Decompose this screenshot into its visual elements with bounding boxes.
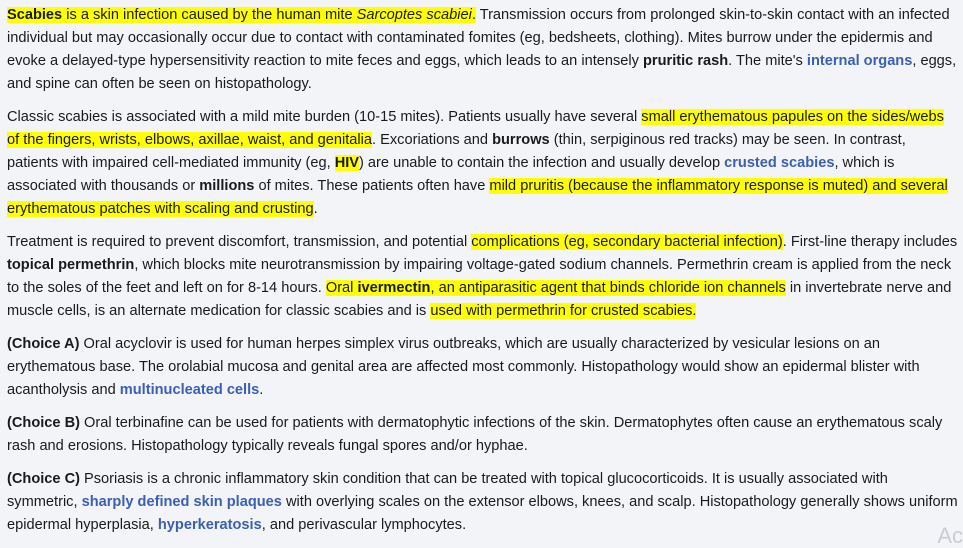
- highlighted-text: , an antiparasitic agent that binds chloride ion channels: [430, 280, 785, 296]
- term-link[interactable]: sharply defined skin plaques: [82, 494, 282, 510]
- highlighted-text: ivermectin: [357, 280, 430, 296]
- term-link[interactable]: multinucleated cells: [120, 382, 260, 398]
- explanation-paragraph: [7, 4, 959, 96]
- text-span: ) are unable to contain the infection and usually develop: [359, 155, 724, 171]
- watermark-text: Ac: [937, 524, 963, 547]
- highlighted-text: Oral: [326, 280, 358, 296]
- highlighted-text: complications (eg, secondary bacterial infection): [471, 234, 783, 250]
- text-span: , which is associated with thousands or: [7, 155, 894, 194]
- highlighted-text: .: [472, 7, 476, 23]
- text-span: .: [259, 382, 263, 398]
- text-span: . The mite's: [728, 53, 807, 69]
- text-span: of mites. These patients often have: [254, 178, 489, 194]
- text-span: , which blocks mite neurotransmission by impairing voltage-gated sodium channels. Permethrin cream is applied from the neck to the soles of the feet and left on for 8-14 hours.: [7, 257, 951, 296]
- choice-c-explanation: [7, 468, 959, 537]
- text-span: with overlying scales on the extensor elbows, knees, and scalp. Histopathology generally shows uniform epidermal hyperplasia,: [7, 494, 958, 533]
- choice-a-explanation: [7, 333, 959, 402]
- text-span: , eggs, and spine can often be seen on histopathology.: [7, 53, 956, 92]
- highlighted-text: Sarcoptes scabiei: [357, 7, 472, 23]
- bold-term: millions: [199, 178, 254, 194]
- explanation-paragraph: [7, 231, 959, 323]
- highlighted-text: HIV: [335, 155, 359, 171]
- bold-term: burrows: [492, 132, 550, 148]
- highlighted-text: Scabies: [7, 7, 62, 23]
- highlighted-text: small erythematous papules on the sides/webs of the fingers, wrists, elbows, axillae, waist, and genitalia: [7, 109, 944, 148]
- highlighted-text: used with permethrin for crusted scabies.: [430, 303, 696, 319]
- text-span: . Excoriations and: [372, 132, 492, 148]
- bold-term: pruritic rash: [643, 53, 728, 69]
- text-span: (thin, serpiginous red tracks) may be seen. In contrast, patients with impaired cell-mediated immunity (eg,: [7, 132, 906, 171]
- text-span: . First-line therapy includes: [783, 234, 957, 250]
- text-span: Classic scabies is associated with a mild mite burden (10-15 mites). Patients usually have several: [7, 109, 641, 125]
- text-span: Transmission occurs from prolonged skin-to-skin contact with an infected individual but may occasionally occur due to contact with contaminated fomites (eg, bedsheets, clothing). Mites burrow under the epidermis and evoke a delayed-type hypersensitivity reaction to mite feces and eggs, which leads to an intensely: [7, 7, 950, 69]
- text-span: in invertebrate nerve and muscle cells, is an alternate medication for classic scabies and is: [7, 280, 951, 319]
- explanation-paragraph: [7, 106, 959, 221]
- text-span: .: [314, 201, 318, 217]
- term-link[interactable]: crusted scabies: [724, 155, 834, 171]
- highlighted-text: is a skin infection caused by the human mite: [62, 7, 356, 23]
- choice-b-explanation: [7, 412, 959, 458]
- text-span: , and perivascular lymphocytes.: [262, 517, 466, 533]
- text-span: Psoriasis is a chronic inflammatory skin condition that can be treated with topical glucocorticoids. It is usually associated with symmetric,: [7, 471, 888, 510]
- text-span: Oral terbinafine can be used for patients with dermatophytic infections of the skin. Dermatophytes often cause an erythematous scaly rash and erosions. Histopathology typically reveals fungal spores and/or hyphae.: [7, 415, 942, 454]
- explanation-content: [7, 4, 959, 547]
- text-span: Treatment is required to prevent discomfort, transmission, and potential: [7, 234, 471, 250]
- bold-term: (Choice A): [7, 336, 79, 352]
- term-link[interactable]: internal organs: [807, 53, 912, 69]
- text-span: Oral acyclovir is used for human herpes simplex virus outbreaks, which are usually characterized by vesicular lesions on an erythematous base. The orolabial mucosa and genital area are affected most commonly. Histopathology would show an epidermal blister with acantholysis and: [7, 336, 920, 398]
- bold-term: (Choice C): [7, 471, 80, 487]
- term-link[interactable]: hyperkeratosis: [158, 517, 262, 533]
- highlighted-text: mild pruritis (because the inflammatory response is muted) and several erythematous patches with scaling and crusting: [7, 178, 948, 217]
- bold-term: topical permethrin: [7, 257, 134, 273]
- bold-term: (Choice B): [7, 415, 80, 431]
